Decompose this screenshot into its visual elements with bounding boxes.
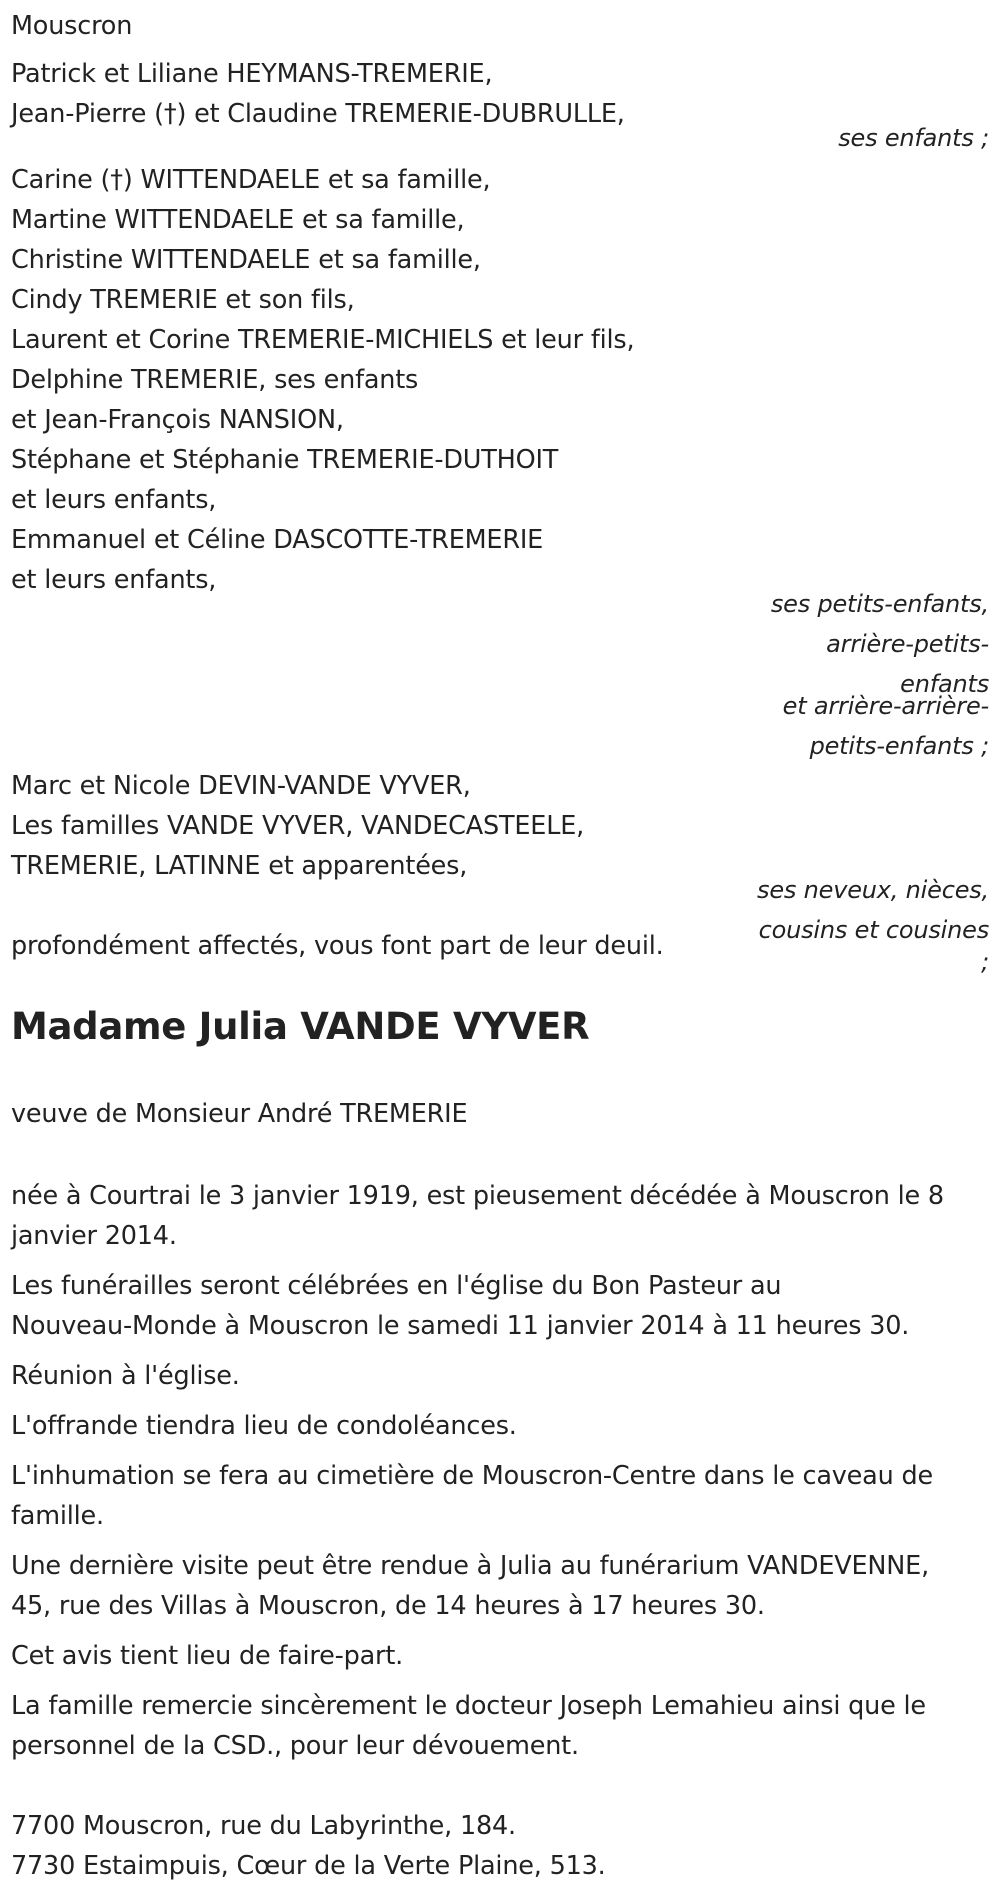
role-grandchildren: petits-enfants ; xyxy=(809,732,989,760)
role-relatives: ; xyxy=(981,948,989,976)
role-grandchildren: ses petits-enfants, xyxy=(770,590,989,618)
grandchildren-line: et leurs enfants, xyxy=(11,485,217,515)
paragraph-line: Réunion à l'église. xyxy=(11,1361,240,1391)
relatives-line: Les familles VANDE VYVER, VANDECASTEELE, xyxy=(11,811,585,841)
grandchildren-line: Martine WITTENDAELE et sa famille, xyxy=(11,205,465,235)
grandchildren-line: Cindy TREMERIE et son fils, xyxy=(11,285,355,315)
relatives-line: TREMERIE, LATINNE et apparentées, xyxy=(11,851,468,881)
grandchildren-line: Emmanuel et Céline DASCOTTE-TREMERIE xyxy=(11,525,544,555)
grandchildren-line: Carine (†) WITTENDAELE et sa famille, xyxy=(11,165,491,195)
role-grandchildren: et arrière-arrière- xyxy=(782,692,989,720)
relatives-line: Marc et Nicole DEVIN-VANDE VYVER, xyxy=(11,771,471,801)
grandchildren-line: et Jean-François NANSION, xyxy=(11,405,344,435)
paragraph-line: janvier 2014. xyxy=(11,1221,177,1251)
paragraph-line: L'inhumation se fera au cimetière de Mouscron-Centre dans le caveau de xyxy=(11,1461,933,1491)
city-heading: Mouscron xyxy=(11,11,133,41)
paragraph-line: L'offrande tiendra lieu de condoléances. xyxy=(11,1411,517,1441)
paragraph-line: famille. xyxy=(11,1501,104,1531)
role-grandchildren: enfants xyxy=(900,670,989,698)
paragraph-line: Une dernière visite peut être rendue à Julia au funérarium VANDEVENNE, xyxy=(11,1551,929,1581)
announcement: profondément affectés, vous font part de leur deuil. xyxy=(11,931,664,961)
paragraph-line: Cet avis tient lieu de faire-part. xyxy=(11,1641,404,1671)
paragraph-line: née à Courtrai le 3 janvier 1919, est pieusement décédée à Mouscron le 8 xyxy=(11,1181,944,1211)
role-children: ses enfants ; xyxy=(838,124,989,152)
role-grandchildren: arrière-petits- xyxy=(826,630,989,658)
paragraph-line: Les funérailles seront célébrées en l'église du Bon Pasteur au xyxy=(11,1271,782,1301)
paragraph-line: 45, rue des Villas à Mouscron, de 14 heures à 17 heures 30. xyxy=(11,1591,765,1621)
grandchildren-line: Laurent et Corine TREMERIE-MICHIELS et leur fils, xyxy=(11,325,635,355)
address-line: 7730 Estaimpuis, Cœur de la Verte Plaine, 513. xyxy=(11,1851,606,1881)
role-relatives: ses neveux, nièces, xyxy=(757,876,989,904)
children-line: Jean-Pierre (†) et Claudine TREMERIE-DUBRULLE, xyxy=(11,99,625,129)
paragraph-line: personnel de la CSD., pour leur dévouement. xyxy=(11,1731,579,1761)
grandchildren-line: Delphine TREMERIE, ses enfants xyxy=(11,365,419,395)
grandchildren-line: Christine WITTENDAELE et sa famille, xyxy=(11,245,481,275)
address-line: 7700 Mouscron, rue du Labyrinthe, 184. xyxy=(11,1811,516,1841)
role-relatives: cousins et cousines xyxy=(758,916,989,944)
deceased-name: Madame Julia VANDE VYVER xyxy=(11,1005,590,1048)
children-line: Patrick et Liliane HEYMANS-TREMERIE, xyxy=(11,59,493,89)
grandchildren-line: Stéphane et Stéphanie TREMERIE-DUTHOIT xyxy=(11,445,559,475)
widow-of: veuve de Monsieur André TREMERIE xyxy=(11,1099,468,1129)
grandchildren-line: et leurs enfants, xyxy=(11,565,217,595)
paragraph-line: La famille remercie sincèrement le docteur Joseph Lemahieu ainsi que le xyxy=(11,1691,926,1721)
paragraph-line: Nouveau-Monde à Mouscron le samedi 11 janvier 2014 à 11 heures 30. xyxy=(11,1311,910,1341)
